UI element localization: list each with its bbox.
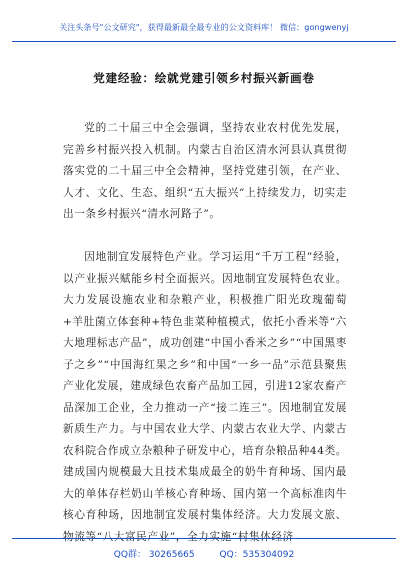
footer-qq: QQ：535304092 [219, 550, 295, 560]
header-banner: 关注头条号"公文研究"，获得最新最全最专业的公文资料库！ 微信：gongwenyj [59, 23, 349, 32]
document-title: 党建经验：绘就党建引领乡村振兴新画卷 [93, 71, 315, 85]
document-body [63, 118, 347, 548]
header-divider [12, 41, 396, 42]
paragraph: 因地制宜发展特色产业。学习运用“千万工程”经验，以产业振兴赋能乡村全面振兴。因地制宜发展特色农业。大力发展设施农业和杂粮产业，积极推广阳光玫瑰葡萄+羊肚菌立体套种+特色韭菜种植模式，依托小香米等“六大地理标志产品”，成功创建“中国小香米之乡”“中国黑枣子之乡”“中国海红果之乡”和中国“一乡一品”示范县聚焦产业化发展，建成绿色农畜产品加工园，引进12家农畜产品深加工企业，全力推动一产“接二连三”。因地制宜发展新质生产力。与中国农业大学、内蒙古农业大学、内蒙古农科院合作成立杂粮种子研发中心，培育杂粮品种44类。建成国内规模最大且技术集成最全的奶牛育种场、国内最大的单体存栏奶山羊核心育种场、国内第一个高标准肉牛核心育种场，因地制宜发展村集体经济。大力发展文旅、物流等“八大富民产业”，全力实施“村集体经济 [63, 251, 347, 543]
footer-qq-group: QQ群： 30265665 [113, 550, 195, 560]
paragraph: 党的二十届三中全会强调，坚持农业农村优先发展，完善乡村振兴投入机制。内蒙古自治区清水河县认真贯彻落实党的二十届三中全会精神，坚持党建引领，在产业、人才、文化、生态、组织“五大振兴”上持续发力，切实走出一条乡村振兴“清水河路子”。 [63, 122, 347, 220]
footer [0, 547, 408, 560]
footer-divider [12, 538, 396, 539]
